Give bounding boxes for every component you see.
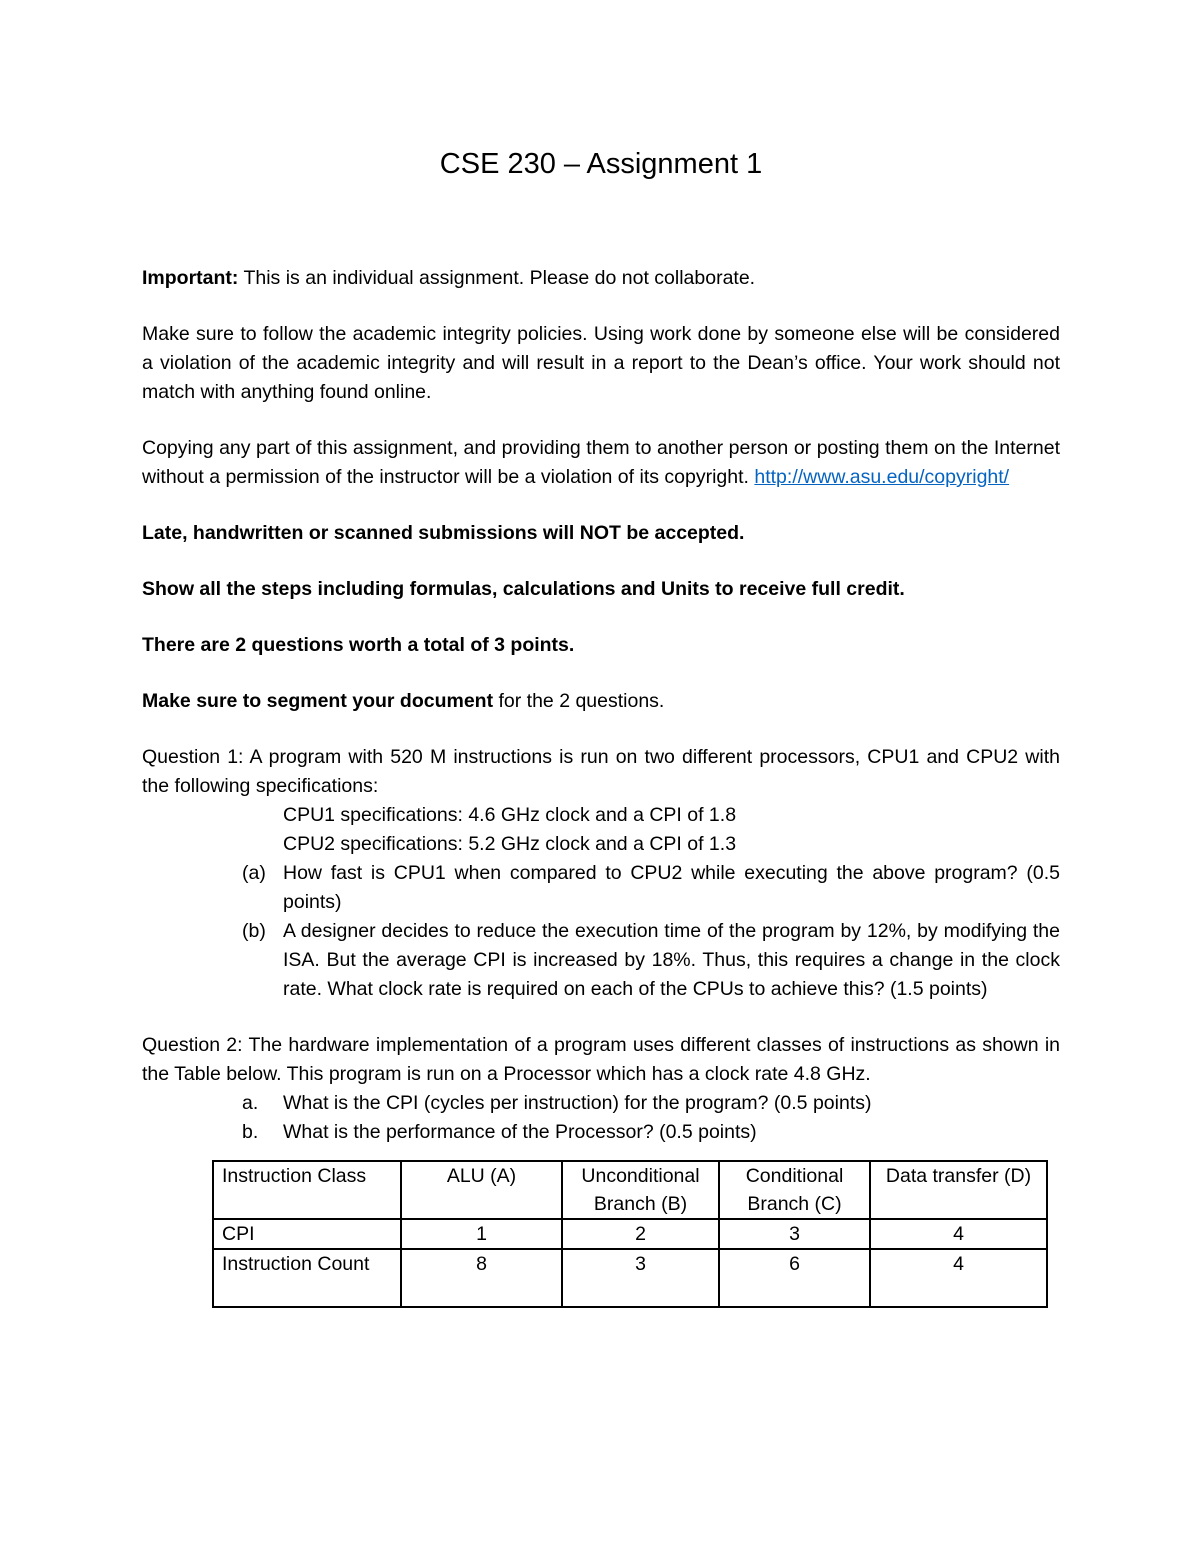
late-submission-notice: Late, handwritten or scanned submissions will NOT be accepted. [142,522,745,544]
table-row [213,1219,1047,1249]
table-row-label: Instruction Count [213,1249,401,1307]
cpu1-spec: CPU1 specifications: 4.6 GHz clock and a CPI of 1.8 [283,804,737,826]
cpu2-spec: CPU2 specifications: 5.2 GHz clock and a CPI of 1.3 [283,833,737,855]
integrity-paragraph: Make sure to follow the academic integrity policies. Using work done by someone else will be considered a violation of the academic integrity and will result in a report to the Dean’s office. Your work should not match with anything found online. [142,323,1060,403]
table-cell: 3 [562,1249,719,1307]
copyright-link[interactable]: http://www.asu.edu/copyright/ [754,466,1010,488]
table-cell: 6 [719,1249,870,1307]
question-2 [142,1031,1060,1147]
part-text: A designer decides to reduce the execution time of the program by 12%, by modifying the ISA. But the average CPI is increased by 18%. Thus, this requires a change in the clock rate. What clock rate is required on each of the CPUs to achieve this? (1.5 points) [283,920,1060,1000]
document-page [142,140,1060,1308]
question-2-intro: Question 2: The hardware implementation of a program uses different classes of instructions as shown in the Table below. This program is run on a Processor which has a clock rate 4.8 GHz. [142,1034,1060,1085]
important-label: Important: [142,267,239,289]
table-cell: 2 [562,1219,719,1249]
part-text: What is the performance of the Processor? (0.5 points) [283,1121,757,1143]
show-steps-notice: Show all the steps including formulas, calculations and Units to receive full credit. [142,578,905,600]
table-header-row [213,1161,1047,1219]
segment-rest: for the 2 questions. [493,690,665,712]
part-marker: a. [242,1092,259,1114]
table-row [213,1249,1047,1307]
table-header-cell: Instruction Class [213,1161,401,1219]
question-1-intro: Question 1: A program with 520 M instructions is run on two different processors, CPU1 and CPU2 with the following specifications: [142,746,1060,797]
table-header-cell: Data transfer (D) [870,1161,1047,1219]
table-header-cell: Unconditional Branch (B) [562,1161,719,1219]
part-marker: (a) [242,862,266,884]
table-cell: 4 [870,1249,1047,1307]
table-cell: 8 [401,1249,562,1307]
table-header-cell: Conditional Branch (C) [719,1161,870,1219]
question-1-parts [142,859,1060,1004]
table-cell: 1 [401,1219,562,1249]
copyright-paragraph [142,434,1060,492]
segment-notice [142,687,1060,716]
table-header-cell: ALU (A) [401,1161,562,1219]
page-title: CSE 230 – Assignment 1 [439,148,763,180]
part-marker: b. [242,1121,259,1143]
question-1 [142,743,1060,1004]
table-row-label: CPI [213,1219,401,1249]
part-text: How fast is CPU1 when compared to CPU2 while executing the above program? (0.5 points) [283,862,1060,913]
question-2-part-a [142,1089,1060,1118]
important-notice [142,264,1060,293]
question-2-parts [142,1089,1060,1147]
segment-bold: Make sure to segment your document [142,690,494,712]
table-cell: 4 [870,1219,1047,1249]
important-text: This is an individual assignment. Please do not collaborate. [238,267,756,289]
part-marker: (b) [242,920,266,942]
question-1-part-a [142,859,1060,917]
questions-count-notice: There are 2 questions worth a total of 3 points. [142,634,575,656]
question-2-part-b [142,1118,1060,1147]
copyright-text: Copying any part of this assignment, and providing them to another person or posting them on the Internet without a permission of the instructor will be a violation of its copyright. [142,437,1060,488]
question-1-part-b [142,917,1060,1004]
instruction-class-table [212,1160,1048,1308]
part-text: What is the CPI (cycles per instruction) for the program? (0.5 points) [283,1092,872,1114]
table-cell: 3 [719,1219,870,1249]
